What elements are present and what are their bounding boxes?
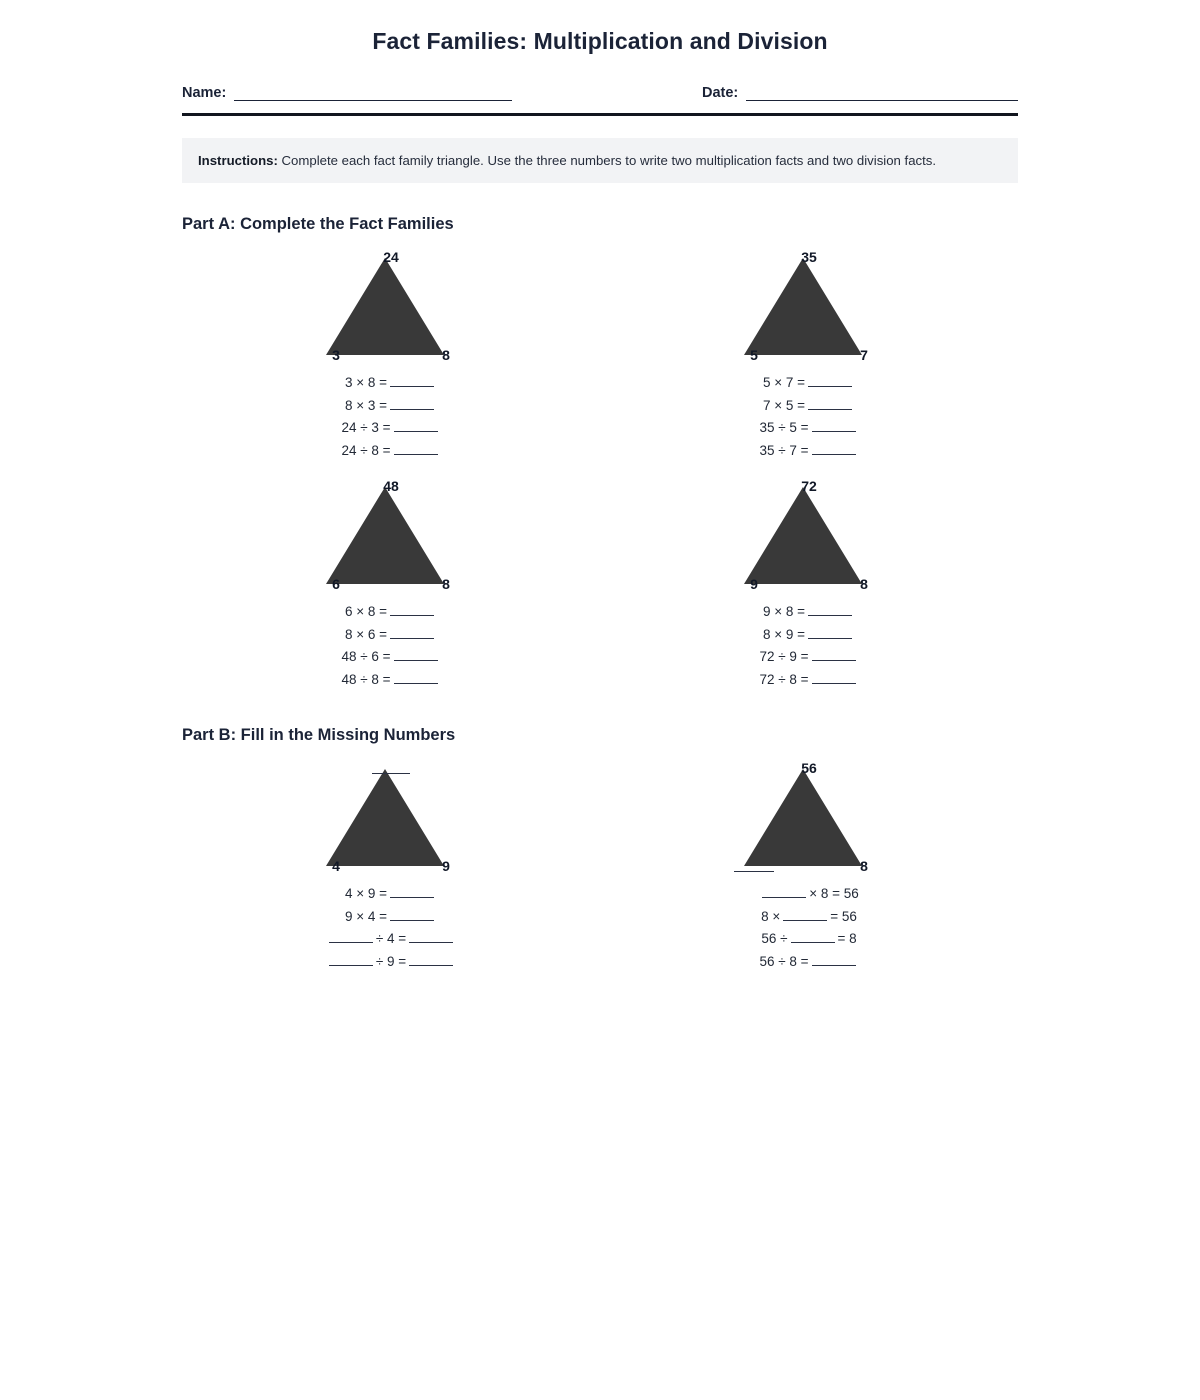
triangle-vertex-bottom-left-blank[interactable] (734, 863, 774, 872)
fact-answer-blank[interactable] (812, 673, 856, 684)
fact-line (345, 887, 437, 901)
fact-line (759, 887, 859, 901)
fact-answer-blank[interactable] (390, 399, 434, 410)
fact-expression: ÷ 4 = (375, 931, 407, 947)
fact-answer-blank[interactable] (409, 955, 453, 966)
part-b-heading: Part B: Fill in the Missing Numbers (182, 726, 456, 745)
triangle-vertex-top: 56 (801, 760, 817, 777)
fact-line (341, 444, 440, 458)
fact-triangle (744, 475, 874, 593)
fact-answer-blank[interactable] (390, 910, 434, 921)
triangle-vertex-bottom-left: 6 (332, 576, 340, 593)
part-b-triangle-grid (182, 757, 1018, 968)
triangle-vertex-top-blank[interactable] (372, 765, 410, 774)
triangle-vertex-bottom-right: 8 (442, 347, 450, 364)
fact-answer-blank[interactable] (812, 955, 856, 966)
fact-answer-blank[interactable] (329, 955, 373, 966)
fact-line (761, 932, 856, 946)
triangle-vertex-bottom-left[interactable] (734, 859, 774, 873)
triangle-shape (744, 769, 862, 866)
date-label: Date: (702, 85, 739, 101)
fact-family-item (600, 757, 1018, 968)
fact-answer-blank[interactable] (762, 887, 806, 898)
fact-expression: 72 ÷ 8 = (759, 671, 809, 687)
fact-triangle (744, 757, 874, 875)
fact-line (763, 628, 855, 642)
fact-expression: 24 ÷ 3 = (341, 420, 391, 436)
triangle-vertex-top: 35 (801, 249, 817, 266)
fact-answer-blank[interactable] (390, 605, 434, 616)
fact-family-item (600, 246, 1018, 457)
fact-answer-blank[interactable] (394, 421, 438, 432)
fact-family-item (600, 475, 1018, 686)
fact-line (345, 605, 437, 619)
triangle-shape (326, 487, 444, 584)
fact-answer-blank[interactable] (394, 444, 438, 455)
fact-line (761, 910, 857, 924)
triangle-vertex-bottom-right: 7 (860, 347, 868, 364)
fact-answer-blank[interactable] (409, 932, 453, 943)
fact-answer-blank[interactable] (329, 932, 373, 943)
fact-expression: 9 × 8 = (762, 604, 806, 620)
fact-line (759, 650, 858, 664)
fact-line (345, 399, 437, 413)
fact-line (345, 628, 437, 642)
fact-expression: = 8 (837, 931, 857, 947)
instructions-box (182, 138, 1018, 183)
fact-expression: 3 × 8 = (344, 375, 388, 391)
triangle-vertex-bottom-right: 8 (860, 858, 868, 875)
fact-answer-blank[interactable] (783, 910, 827, 921)
triangle-vertex-top: 72 (801, 478, 817, 495)
fact-expression: 24 ÷ 8 = (341, 442, 391, 458)
fact-answer-blank[interactable] (390, 376, 434, 387)
header-divider (182, 113, 1018, 116)
triangle-shape (744, 487, 862, 584)
fact-family-item (182, 475, 600, 686)
name-field-group[interactable] (182, 85, 702, 101)
fact-answer-blank[interactable] (808, 605, 852, 616)
triangle-vertex-bottom-left: 4 (332, 858, 340, 875)
fact-answer-blank[interactable] (390, 887, 434, 898)
instructions-text: Complete each fact family triangle. Use the three numbers to write two multiplication facts and two division facts. (277, 153, 937, 168)
triangle-vertex-bottom-left: 3 (332, 347, 340, 364)
fact-answer-blank[interactable] (394, 673, 438, 684)
name-label: Name: (182, 85, 227, 101)
worksheet-sheet (182, 0, 1018, 968)
fact-line (759, 673, 858, 687)
fact-list (759, 605, 858, 686)
triangle-vertex-bottom-left: 9 (750, 576, 758, 593)
fact-line (759, 421, 858, 435)
fact-expression: 8 × (761, 908, 781, 924)
triangle-vertex-top: 24 (383, 249, 399, 266)
fact-family-item (182, 757, 600, 968)
triangle-vertex-bottom-right: 8 (860, 576, 868, 593)
fact-line (345, 376, 437, 390)
fact-triangle (744, 246, 874, 364)
triangle-vertex-top: 48 (383, 478, 399, 495)
fact-expression: 48 ÷ 8 = (341, 671, 391, 687)
fact-line (341, 650, 440, 664)
fact-line (341, 421, 440, 435)
fact-expression: = 56 (830, 908, 857, 924)
fact-list (341, 605, 440, 686)
fact-answer-blank[interactable] (808, 376, 852, 387)
fact-expression: 48 ÷ 6 = (341, 649, 391, 665)
triangle-vertex-bottom-left: 5 (750, 347, 758, 364)
fact-expression: 6 × 8 = (344, 604, 388, 620)
fact-expression: 35 ÷ 5 = (759, 420, 809, 436)
date-field-group[interactable] (702, 85, 1018, 101)
fact-family-item (182, 246, 600, 457)
fact-answer-blank[interactable] (394, 650, 438, 661)
triangle-vertex-bottom-right: 9 (442, 858, 450, 875)
fact-list (759, 887, 859, 968)
fact-expression: 8 × 3 = (344, 397, 388, 413)
fact-expression: 35 ÷ 7 = (759, 442, 809, 458)
triangle-shape (326, 769, 444, 866)
fact-list (759, 376, 858, 457)
instructions-label: Instructions: (198, 153, 278, 168)
fact-line (326, 955, 456, 969)
fact-answer-blank[interactable] (791, 932, 835, 943)
fact-expression: 72 ÷ 9 = (759, 649, 809, 665)
fact-line (759, 444, 858, 458)
fact-line (763, 605, 855, 619)
part-a-heading: Part A: Complete the Fact Families (182, 215, 454, 234)
fact-expression: 5 × 7 = (762, 375, 806, 391)
page-title: Fact Families: Multiplication and Division (372, 28, 828, 54)
fact-answer-blank[interactable] (812, 444, 856, 455)
triangle-vertex-top[interactable] (372, 761, 410, 775)
fact-expression: × 8 = 56 (809, 886, 859, 902)
fact-expression: 8 × 9 = (762, 626, 806, 642)
fact-line (763, 376, 855, 390)
fact-expression: 56 ÷ (761, 931, 788, 947)
triangle-shape (326, 258, 444, 355)
name-date-row (182, 85, 1018, 101)
fact-answer-blank[interactable] (390, 628, 434, 639)
fact-line (326, 932, 456, 946)
fact-triangle (326, 475, 456, 593)
fact-answer-blank[interactable] (808, 628, 852, 639)
fact-answer-blank[interactable] (812, 650, 856, 661)
fact-expression: 9 × 4 = (344, 908, 388, 924)
fact-list (341, 376, 440, 457)
fact-expression: 7 × 5 = (762, 397, 806, 413)
fact-answer-blank[interactable] (812, 421, 856, 432)
fact-list (326, 887, 456, 968)
fact-expression: 4 × 9 = (344, 886, 388, 902)
fact-line (759, 955, 858, 969)
triangle-vertex-bottom-right: 8 (442, 576, 450, 593)
fact-triangle (326, 246, 456, 364)
fact-expression: 8 × 6 = (344, 626, 388, 642)
fact-triangle (326, 757, 456, 875)
part-a-triangle-grid (182, 246, 1018, 686)
fact-expression: 56 ÷ 8 = (759, 953, 809, 969)
fact-line (763, 399, 855, 413)
fact-line (345, 910, 437, 924)
name-write-line[interactable] (234, 87, 512, 101)
date-write-line[interactable] (746, 87, 1018, 101)
fact-line (341, 673, 440, 687)
fact-answer-blank[interactable] (808, 399, 852, 410)
triangle-shape (744, 258, 862, 355)
fact-expression: ÷ 9 = (375, 953, 407, 969)
